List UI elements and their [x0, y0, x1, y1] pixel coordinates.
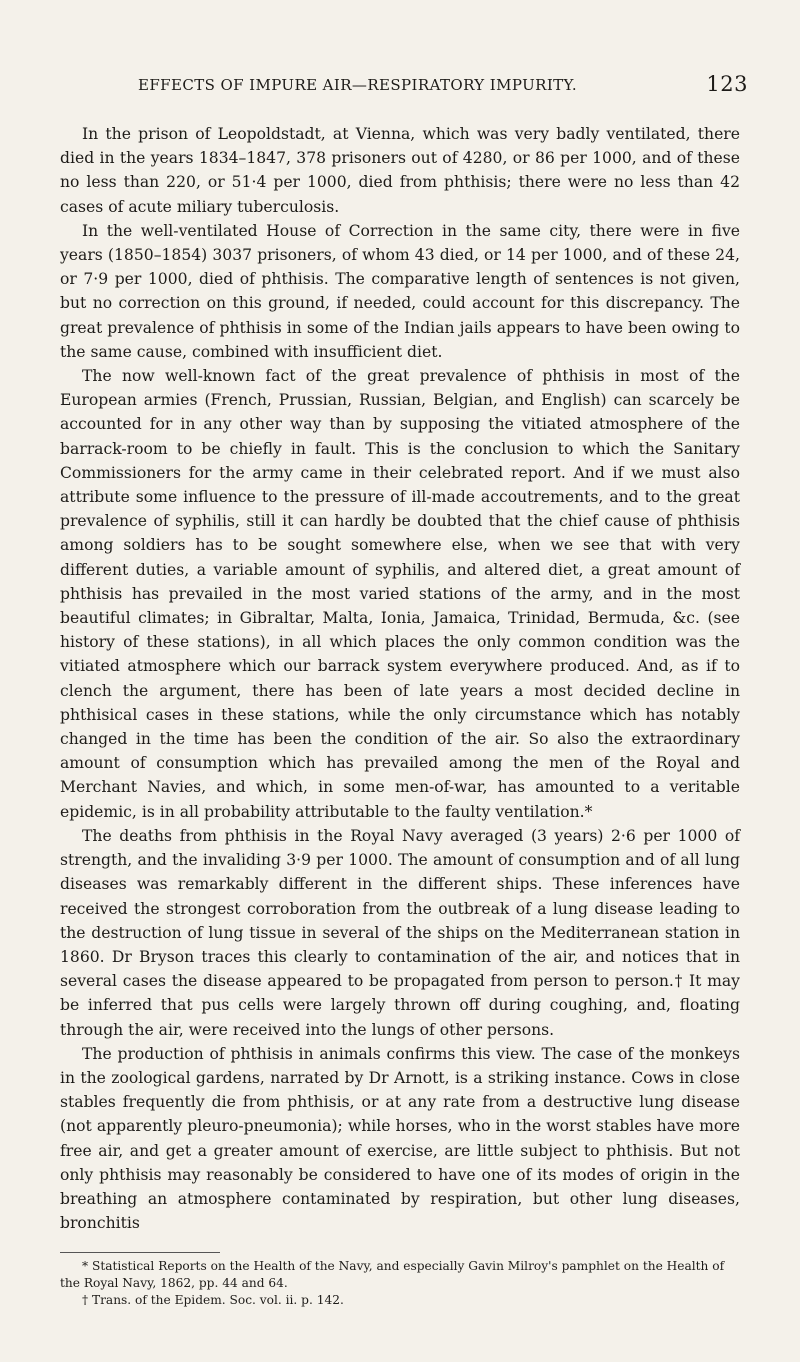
running-head [80, 72, 748, 98]
paragraph-european-armies: The now well-known fact of the great prevalence of phthisis in most of the European armies (French, Prussian, Russian, Belgian, and English) can scarcely be accounted for in any other way than by supposing the vitiated atmosphere of the barrack-room to be chiefly in fault. This is the conclusion to which the Sanitary Commissioners for the army came in their celebrated report. And if we must also attribute some influence to the pressure of ill-made accoutrements, and to the great prevalence of syphilis, still it can hardly be doubted that the chief cause of phthisis among soldiers has to be sought somewhere else, when we see that with very different duties, a variable amount of syphilis, and altered diet, a great amount of phthisis has prevailed in the most varied stations of the army, and in the most beautiful climates; in Gibraltar, Malta, Ionia, Jamaica, Trinidad, Bermuda, &c. (see history of these stations), in all which places the only common condition was the vitiated atmosphere which our barrack system everywhere produced. And, as if to clench the argument, there has been of late years a most decided decline in phthisical cases in these stations, while the only circumstance which has notably changed in the time has been the condition of the air. So also the extraordinary amount of consumption which has prevailed among the men of the Royal and Merchant Navies, and which, in some men-of-war, has amounted to a veritable epidemic, is in all probability attributable to the faulty ventilation.* [60, 367, 740, 821]
paragraph-leopoldstadt-prison: In the prison of Leopoldstadt, at Vienna, which was very badly ventilated, there died in the years 1834–1847, 378 prisoners out of 4280, or 86 per 1000, and of these no less than 220, or 51·4 per 1000, died from phthisis; there were no less than 42 cases of acute miliary tuberculosis. [60, 125, 740, 216]
footnote-epidemiological-society: † Trans. of the Epidem. Soc. vol. ii. p. 142. [82, 1293, 344, 1307]
paragraph-house-of-correction: In the well-ventilated House of Correction in the same city, there were in five years (1850–1854) 3037 prisoners, of whom 43 died, or 14 per 1000, and of these 24, or 7·9 per 1000, died of phthisis. The comparative length of sentences is not given, but no correction on this ground, if needed, could account for this discrepancy. The great prevalence of phthisis in some of the Indian jails appears to have been owing to the same cause, combined with insufficient diet. [60, 221, 740, 361]
footnotes [60, 1258, 740, 1309]
paragraph-animals: The production of phthisis in animals confirms this view. The case of the monkeys in the zoological gardens, narrated by Dr Arnott, is a striking instance. Cows in close stables frequently die from phthisis, or at any rate from a destructive lung disease (not apparently pleuro-pneumonia); while horses, who in the worst stables have more free air, and get a greater amount of exercise, are little subject to phthisis. But not only phthisis may reasonably be considered to have one of its modes of origin in the breathing an atmosphere contaminated by respiration, but other lung diseases, bronchitis [60, 1044, 740, 1233]
running-head-title: EFFECTS OF IMPURE AIR—RESPIRATORY IMPURITY. [138, 76, 578, 94]
paragraph-royal-navy: The deaths from phthisis in the Royal Navy averaged (3 years) 2·6 per 1000 of strength, and the invaliding 3·9 per 1000. The amount of consumption and of all lung diseases was remarkably different in the different ships. These inferences have received the strongest corroboration from the outbreak of a lung disease leading to the destruction of lung tissue in several of the ships on the Mediterranean station in 1860. Dr Bryson traces this clearly to contamination of the air, and notices that in several cases the disease appeared to be propagated from person to person.† It may be inferred that pus cells were largely thrown off during coughing, and, floating through the air, were received into the lungs of other persons. [60, 826, 740, 1039]
body-text [60, 122, 740, 1235]
page-number: 123 [706, 72, 748, 96]
footnote-divider [60, 1252, 220, 1253]
footnote-statistical-reports: * Statistical Reports on the Health of the Navy, and especially Gavin Milroy's pamphlet on the Health of the Royal Navy, 1862, pp. 44 and 64. [60, 1259, 725, 1290]
